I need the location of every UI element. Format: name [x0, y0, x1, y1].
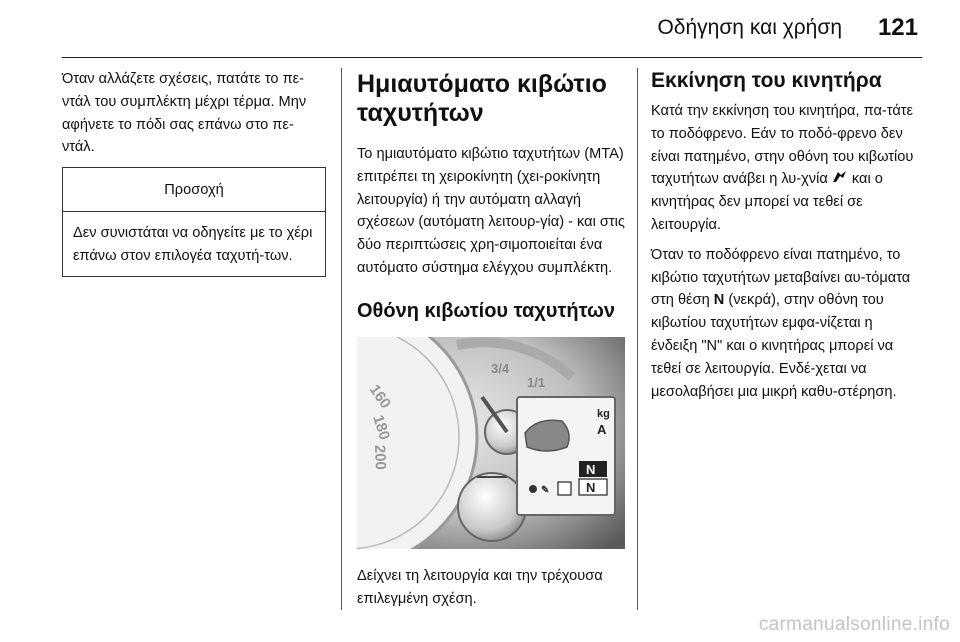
section-heading-engine-start: Εκκίνηση του κινητήρα	[651, 69, 882, 92]
engine-start-text-a: Κατά την εκκίνηση του κινητήρα, πα-τάτε το ποδόφρενο. Εάν το ποδό-φρενο δεν είναι πατημένο, στην οθόνη του κιβωτίου ταχυτήτων ανάβει η λυ-χνία	[651, 103, 914, 188]
engine-start-text-c: Όταν το ποδόφρενο είναι πατημένο, το κιβώτιο ταχυτήτων μεταβαίνει αυ-τόματα στη θέση	[651, 246, 911, 309]
display-warning-icon	[529, 485, 537, 493]
foot-brake-icon-svg	[832, 170, 847, 183]
engine-start-text-d: (νεκρά), στην οθόνη του κιβωτίου ταχυτήτων εμφα-νίζεται η ένδειξη "N" και ο κινητήρας μπορεί να τεθεί σε λειτουργία. Ενδέ-χεται να μεσολαβήσει μια μικρή καθυ-στέρηση.	[651, 292, 897, 400]
tick-label-160: 160	[365, 381, 395, 412]
caution-box	[62, 167, 326, 276]
fuel-tick-label-1-1: 1/1	[527, 374, 546, 390]
gear-indicator-bottom: N	[586, 479, 596, 495]
column-divider	[341, 68, 342, 610]
caution-text: Δεν συνιστάται να οδηγείτε με το χέρι επάνω στον επιλογέα ταχυτή-των.	[73, 224, 313, 264]
column-3	[651, 68, 923, 403]
header-rule	[62, 57, 922, 58]
neutral-gear-letter: N	[713, 292, 725, 309]
subsection-heading-display: Οθόνη κιβωτίου ταχυτήτων	[357, 299, 615, 322]
page-number: 121	[877, 14, 918, 41]
engine-start-paragraph-2	[651, 244, 923, 404]
column-divider	[637, 68, 638, 610]
column-2	[357, 68, 625, 610]
display-caption: Δείχνει τη λειτουργία και την τρέχουσα επιλεγμένη σχέση.	[357, 567, 603, 607]
display-mode-indicator: A	[597, 421, 607, 437]
mta-intro-paragraph: Το ημιαυτόματο κιβώτιο ταχυτήτων (MTA) επιτρέπει τη χειροκίνητη (χει-ροκίνητη λειτουργία) ή την αυτόματη αλλαγή σχέσεων (αυτόματη λειτουρ-γία) - και στις δύο περιπτώσεις χρη-σιμοποιείται ένα αυτόματο σύστημα ελέγχου συμπλέκτη.	[357, 146, 625, 276]
caution-title: Προσοχή	[63, 168, 325, 212]
footer-watermark: carmanualsonline.info	[758, 614, 950, 635]
clutch-paragraph: Όταν αλλάζετε σχέσεις, πατάτε το πε-ντάλ του συμπλέκτη μέχρι τέρμα. Μην αφήνετε το πόδι σας επάνω στο πε-ντάλ.	[62, 71, 307, 156]
tick-label-180: 180	[369, 412, 394, 442]
gearbox-display-image	[357, 337, 625, 549]
engine-start-text-b: και ο κινητήρας δεν μπορεί να τεθεί σε λειτουργία.	[651, 171, 883, 233]
tick-label-200: 200	[371, 444, 389, 470]
display-unit-label: kg	[597, 407, 610, 420]
foot-brake-icon	[832, 168, 848, 191]
display-foot-brake-icon: ✎	[541, 484, 550, 496]
section-heading-mta: Ημιαυτόματο κιβώτιο ταχυτήτων	[357, 70, 607, 127]
display-icon-box	[558, 482, 571, 495]
column-1	[62, 68, 326, 277]
engine-start-paragraph-1	[651, 100, 923, 237]
header-title: Οδήγηση και χρήση	[657, 16, 842, 39]
gear-indicator-top: N	[586, 461, 596, 477]
lower-gauge-hub	[458, 473, 526, 541]
fuel-tick-label-3-4: 3/4	[491, 360, 510, 376]
